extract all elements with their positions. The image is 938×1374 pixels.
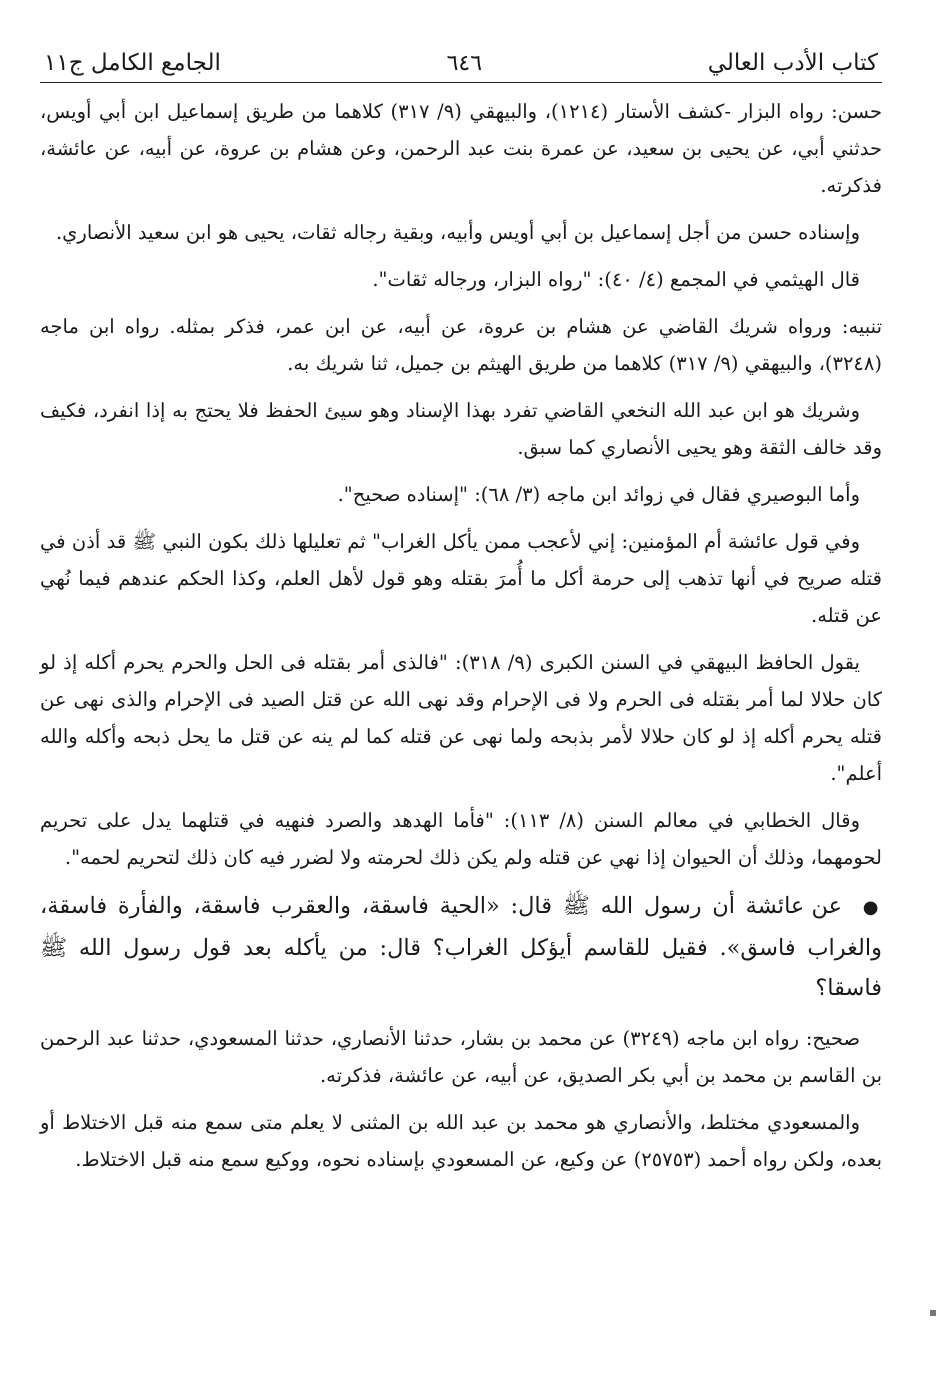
paragraph: وأما البوصيري فقال في زوائد ابن ماجه (٣/ ٦٨): "إسناده صحيح". (337, 483, 860, 506)
header-book-title: كتاب الأدب العالي (707, 50, 878, 76)
header-volume-title: الجامع الكامل ج١١ (44, 50, 221, 76)
page-number: ٦٤٦ (446, 51, 483, 76)
end-mark-icon (928, 1308, 938, 1318)
paragraph: تنبيه: ورواه شريك القاضي عن هشام بن عروة، عن أبيه، عن ابن عمر، فذكر بمثله. رواه ابن ماجه (٣٢٤٨)، والبيهقي (٩/ ٣١٧) كلاهما من طريق الهيثم بن جميل، ثنا شريك به. (40, 315, 882, 375)
paragraph: حسن: رواه البزار -كشف الأستار (١٢١٤)، والبيهقي (٩/ ٣١٧) كلاهما من طريق إسماعيل ابن أبي أويس، حدثني أبي، عن يحيى بن سعيد، عن عمرة بنت عبد الرحمن، وعن هشام بن عروة، عن أبيه، عن عائشة، فذكرته. (40, 100, 882, 197)
hadith-body: عن عائشة أن رسول الله ﷺ قال: «الحية فاسقة، والعقرب فاسقة، والفأرة فاسقة، والغراب فاسق». فقيل للقاسم أيؤكل الغراب؟ قال: من يأكله بعد قول رسول الله ﷺ فاسقا؟ (40, 893, 882, 1001)
paragraph: والمسعودي مختلط، والأنصاري هو محمد بن عبد الله بن المثنى لا يعلم متى سمع منه قبل الاختلاط أو بعده، ولكن رواه أحمد (٢٥٧٥٣) عن وكيع، عن المسعودي بإسناده نحوه، ووكيع سمع منه قبل الاختلاط. (40, 1111, 882, 1171)
page-header (40, 50, 882, 83)
hadith-text (40, 886, 882, 1008)
paragraph: يقول الحافظ البيهقي في السنن الكبرى (٩/ ٣١٨): "فالذى أمر بقتله فى الحل والحرم يحرم أكله إذ لو كان حلالا لما أمر بقتله فى الحرم ولا فى الإحرام وقد نهى الله عن قتل الصيد فى الإحرام والذى نهى عن قتله يحرم أكله إذ لو كان حلالا لأمر بذبحه ولما نهى عن قتله كما لم ينه عن قتل ما يحل ذبحه وأكله والله أعلم". (40, 651, 882, 785)
page-content (40, 83, 882, 1178)
paragraph: وإسناده حسن من أجل إسماعيل بن أبي أويس وأبيه، وبقية رجاله ثقات، يحيى هو ابن سعيد الأنصاري. (55, 221, 860, 244)
paragraph: وقال الخطابي في معالم السنن (٨/ ١١٣): "فأما الهدهد والصرد فنهيه في قتلهما يدل على تحريم لحومهما، وذلك أن الحيوان إذا نهي عن قتله ولم يكن ذلك لحرمته ولا لضرر فيه كان ذلك لتحريم لحمه". (40, 809, 882, 869)
paragraph: وفي قول عائشة أم المؤمنين: إني لأعجب ممن يأكل الغراب" ثم تعليلها ذلك بكون النبي ﷺ قد أذن في قتله صريح في أنها تذهب إلى حرمة أكل ما أُمرَ بقتله وهو قول لأهل العلم، وكذا الحكم عندهم فيما نُهي عن قتله. (40, 530, 882, 627)
paragraph: صحيح: رواه ابن ماجه (٣٢٤٩) عن محمد بن بشار، حدثنا الأنصاري، حدثنا المسعودي، حدثنا عبد الرحمن بن القاسم بن محمد بن أبي بكر الصديق، عن أبيه، عن عائشة، فذكرته. (40, 1027, 882, 1087)
paragraph: وشريك هو ابن عبد الله النخعي القاضي تفرد بهذا الإسناد وهو سيئ الحفظ فلا يحتج به إذا انفرد، فكيف وقد خالف الثقة وهو يحيى الأنصاري كما سبق. (40, 399, 882, 459)
paragraph: قال الهيثمي في المجمع (٤/ ٤٠): "رواه البزار، ورجاله ثقات". (372, 268, 860, 291)
bullet-icon: ● (862, 897, 882, 918)
book-page (40, 50, 882, 1188)
